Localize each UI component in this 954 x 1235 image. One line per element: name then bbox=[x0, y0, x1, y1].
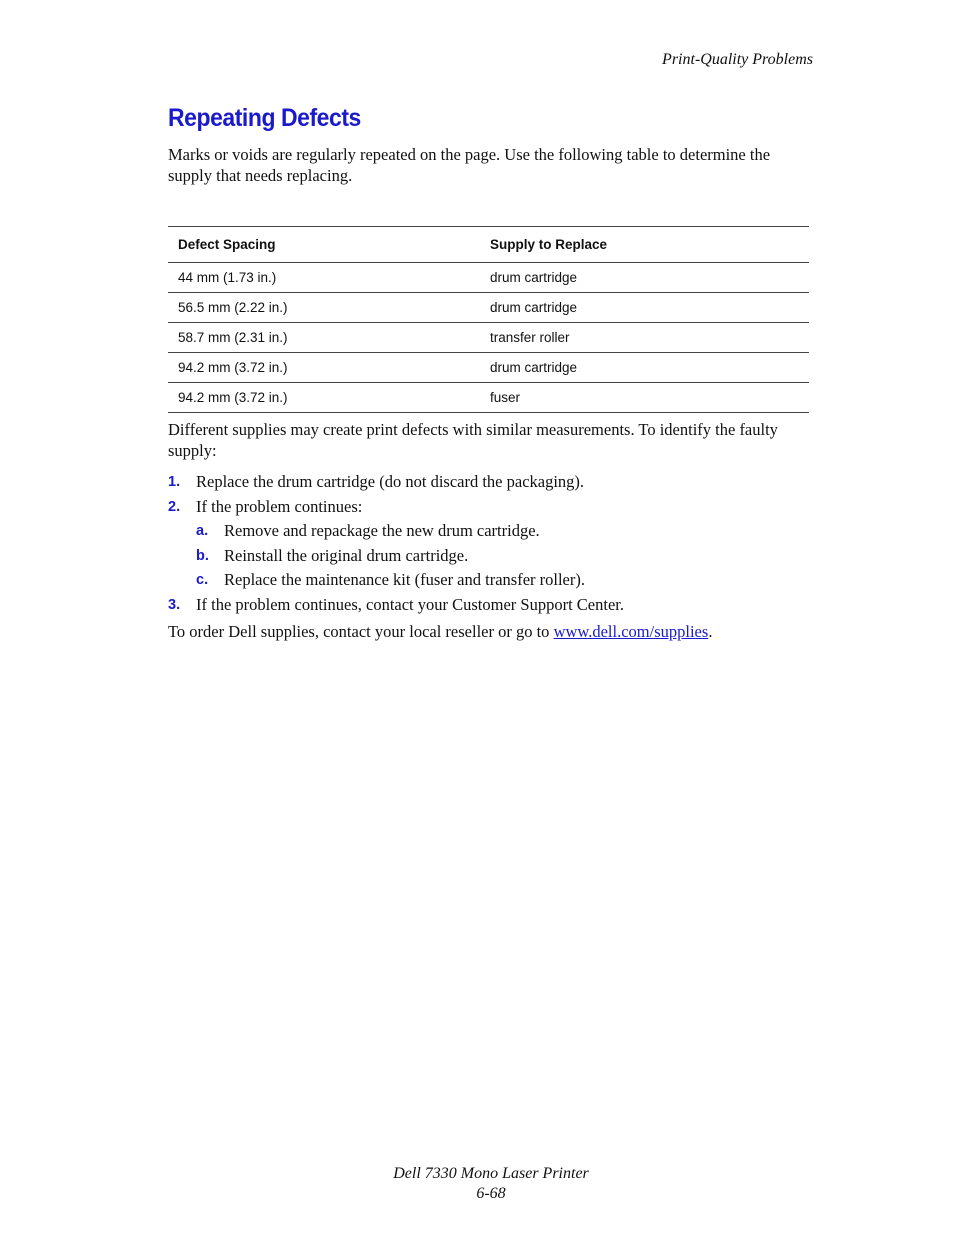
procedure-steps bbox=[168, 471, 808, 618]
step-text: Reinstall the original drum cartridge. bbox=[224, 545, 469, 565]
supply-cell: drum cartridge bbox=[480, 353, 809, 383]
identify-supply-paragraph: Different supplies may create print defects with similar measurements. To identify the faulty supply: bbox=[168, 420, 778, 460]
list-item bbox=[168, 594, 808, 619]
column-header-defect-spacing: Defect Spacing bbox=[168, 227, 480, 263]
running-header: Print-Quality Problems bbox=[662, 51, 813, 68]
dell-supplies-link[interactable]: www.dell.com/supplies bbox=[553, 622, 709, 641]
table-row bbox=[168, 383, 809, 413]
defect-spacing-cell: 94.2 mm (3.72 in.) bbox=[168, 383, 480, 413]
substep-letter: b. bbox=[196, 547, 209, 564]
list-item bbox=[168, 520, 808, 545]
step-number: 3. bbox=[168, 596, 181, 613]
list-item bbox=[168, 569, 808, 594]
table-row bbox=[168, 263, 809, 293]
defect-table-container bbox=[168, 226, 809, 413]
step-text: If the problem continues, contact your Customer Support Center. bbox=[196, 594, 624, 614]
table-row bbox=[168, 323, 809, 353]
page-title: Repeating Defects bbox=[168, 104, 361, 132]
defect-spacing-cell: 44 mm (1.73 in.) bbox=[168, 263, 480, 293]
supply-cell: drum cartridge bbox=[480, 293, 809, 323]
list-item bbox=[168, 471, 808, 496]
defect-table bbox=[168, 226, 809, 413]
list-item bbox=[168, 496, 808, 521]
step-number: 1. bbox=[168, 474, 181, 490]
defect-spacing-cell: 56.5 mm (2.22 in.) bbox=[168, 293, 480, 323]
supply-cell: transfer roller bbox=[480, 323, 809, 353]
closing-paragraph bbox=[168, 622, 712, 643]
list-item bbox=[168, 545, 808, 570]
step-number: 2. bbox=[168, 498, 181, 515]
table-row bbox=[168, 353, 809, 383]
substep-letter: c. bbox=[196, 572, 209, 588]
substep-letter: a. bbox=[196, 523, 209, 539]
step-text: Remove and repackage the new drum cartridge. bbox=[224, 521, 540, 540]
column-header-supply-to-replace: Supply to Replace bbox=[480, 227, 809, 263]
step-text: Replace the drum cartridge (do not discard the packaging). bbox=[196, 472, 585, 491]
closing-text: To order Dell supplies, contact your local reseller or go to bbox=[168, 622, 554, 641]
defect-spacing-cell: 94.2 mm (3.72 in.) bbox=[168, 353, 480, 383]
table-header-row bbox=[168, 227, 809, 263]
page-footer bbox=[0, 1164, 954, 1204]
closing-period: . bbox=[708, 622, 713, 641]
table-row bbox=[168, 293, 809, 323]
supply-cell: drum cartridge bbox=[480, 263, 809, 293]
step-text: Replace the maintenance kit (fuser and transfer roller). bbox=[224, 570, 585, 589]
step-text: If the problem continues: bbox=[196, 496, 363, 516]
intro-paragraph: Marks or voids are regularly repeated on the page. Use the following table to determine the supply that needs replacing. bbox=[168, 145, 771, 185]
footer-page-number: 6-68 bbox=[476, 1185, 506, 1202]
supply-cell: fuser bbox=[480, 383, 809, 413]
footer-product-name: Dell 7330 Mono Laser Printer bbox=[393, 1165, 589, 1182]
defect-spacing-cell: 58.7 mm (2.31 in.) bbox=[168, 323, 480, 353]
